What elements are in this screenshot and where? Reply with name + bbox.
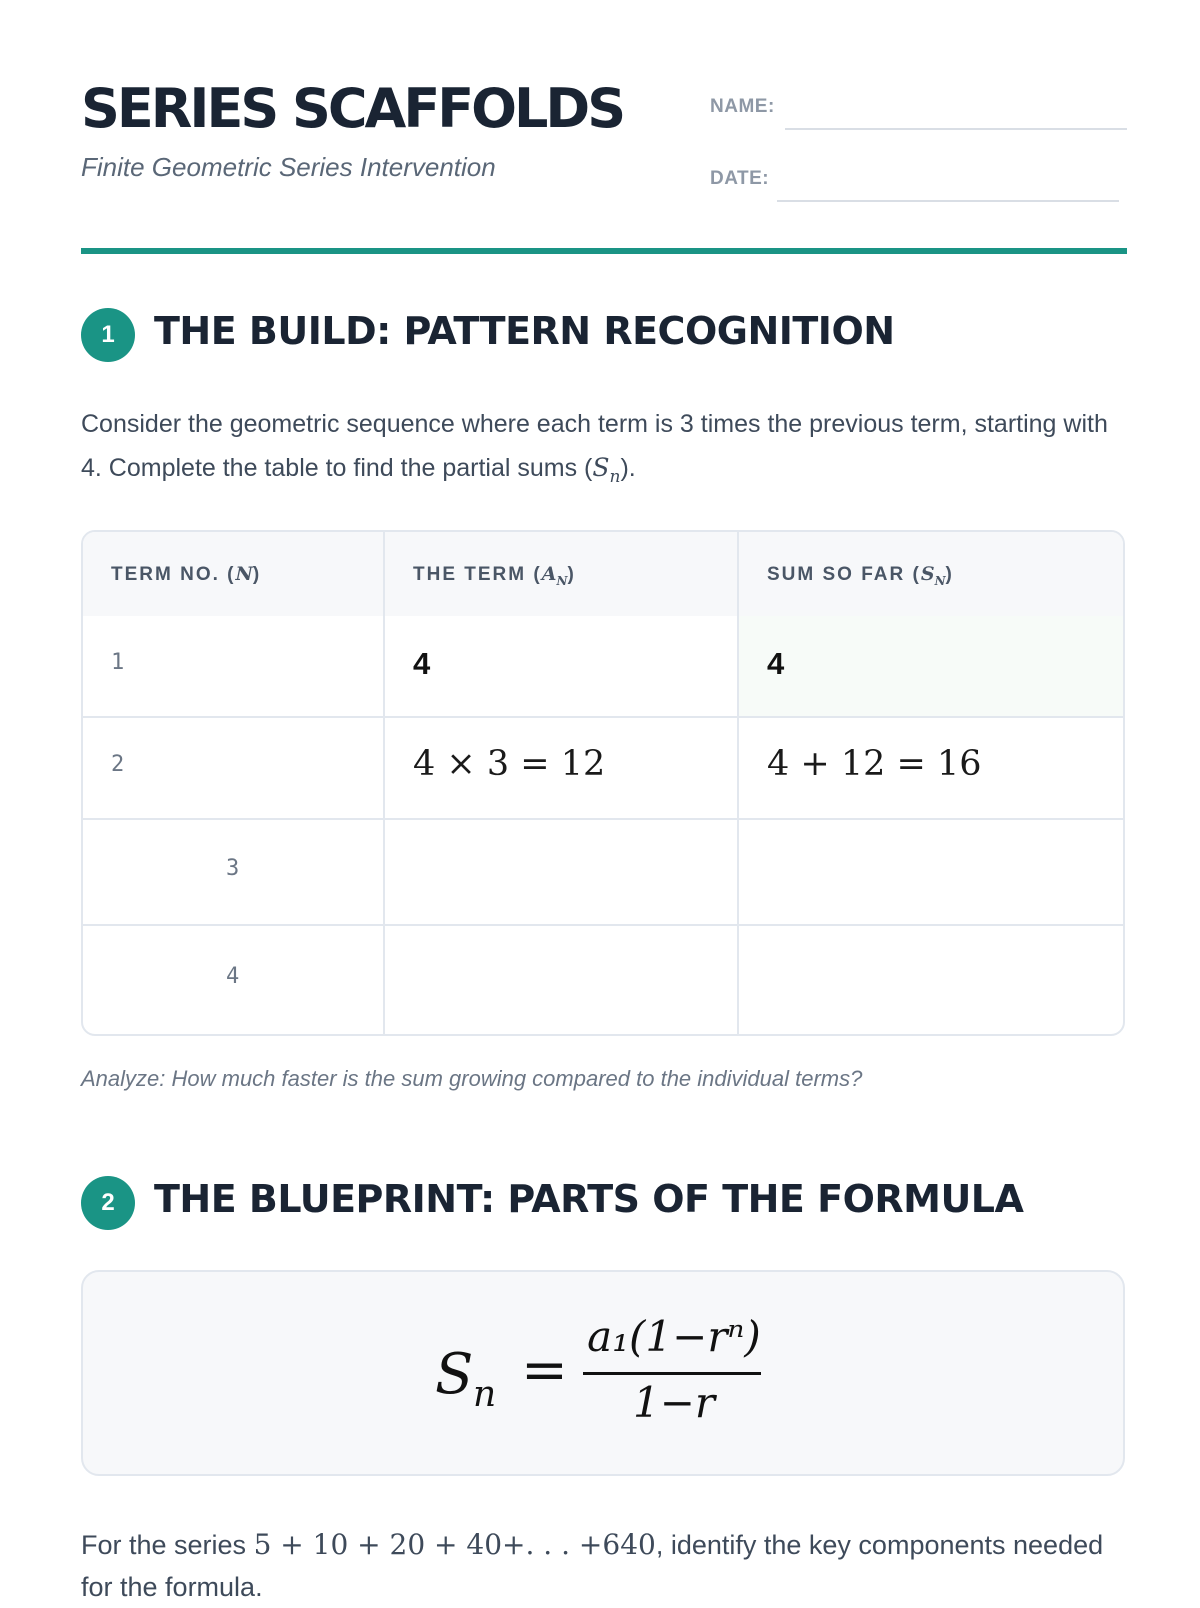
header-term-no-close: ) [252,564,262,585]
header-sum-so-far-close: ) [945,564,954,585]
row-2-term: 4 × 3 = 12 [413,744,606,784]
header-term-no-var: N [235,563,253,585]
name-label: NAME: [710,96,775,117]
row-1-term: 4 [413,646,431,681]
column-divider [383,532,385,1034]
section-2-question [81,1524,1127,1608]
section-1-intro [81,402,1127,499]
name-input-line[interactable] [785,128,1127,130]
question-text-end: , identify the key components needed for the formula. [81,1530,1104,1602]
row-divider [83,716,1123,718]
row-1-sum: 4 [767,646,785,681]
date-input-line[interactable] [777,200,1119,202]
formula-denominator: 1−r [633,1378,715,1427]
header-term-no-text: TERM NO. ( [111,564,236,585]
intro-subscript: n [609,467,621,487]
section-1-title: THE BUILD: PATTERN RECOGNITION [154,309,895,353]
header-the-term-var: A [541,563,557,585]
section-2-title: THE BLUEPRINT: PARTS OF THE FORMULA [154,1177,1024,1221]
formula-numerator: a₁(1−rⁿ) [587,1312,761,1361]
intro-text-end: ). [620,454,636,482]
intro-symbol: S [592,453,610,482]
section-1-badge: 1 [81,308,135,362]
header-sum-so-far [767,532,954,616]
header-term-no [111,532,261,616]
header-the-term-close: ) [567,564,576,585]
row-divider [83,924,1123,926]
column-divider [737,532,739,1034]
row-2-sum: 4 + 12 = 16 [767,744,982,784]
row-3-term-no: 3 [226,856,240,881]
analyze-prompt: Analyze: How much faster is the sum growing compared to the individual terms? [81,1066,863,1091]
date-label: DATE: [710,168,770,189]
row-divider [83,818,1123,820]
header-the-term-sub: N [556,573,568,588]
partial-sums-table [81,530,1125,1036]
header-the-term-text: THE TERM ( [413,564,542,585]
row-4-term-no: 4 [226,964,240,989]
section-2-badge: 2 [81,1176,135,1230]
header-divider [81,248,1127,254]
intro-text: Consider the geometric sequence where each term is 3 times the previous term, starting with 4. Complete the table to find the partial sums ( [81,410,1108,482]
row-2-term-no: 2 [111,752,125,777]
worksheet-title: SERIES SCAFFOLDS [81,77,624,140]
question-series: 5 + 10 + 20 + 40+. . . +640 [253,1528,656,1561]
header-sum-so-far-sub: N [934,573,946,588]
worksheet-subtitle: Finite Geometric Series Intervention [81,152,496,182]
question-text: For the series [81,1530,254,1560]
formula-box [81,1270,1125,1476]
formula-lhs-subscript: n [473,1374,497,1415]
header-sum-so-far-var: S [920,563,935,585]
header-the-term [413,532,576,616]
row-1-term-no: 1 [111,650,125,675]
header-sum-so-far-text: SUM SO FAR ( [767,564,921,585]
formula-fraction-bar [583,1372,761,1375]
formula-equals: = [521,1338,568,1403]
sum-column-highlight [739,616,1125,716]
formula-lhs: S [435,1342,474,1407]
